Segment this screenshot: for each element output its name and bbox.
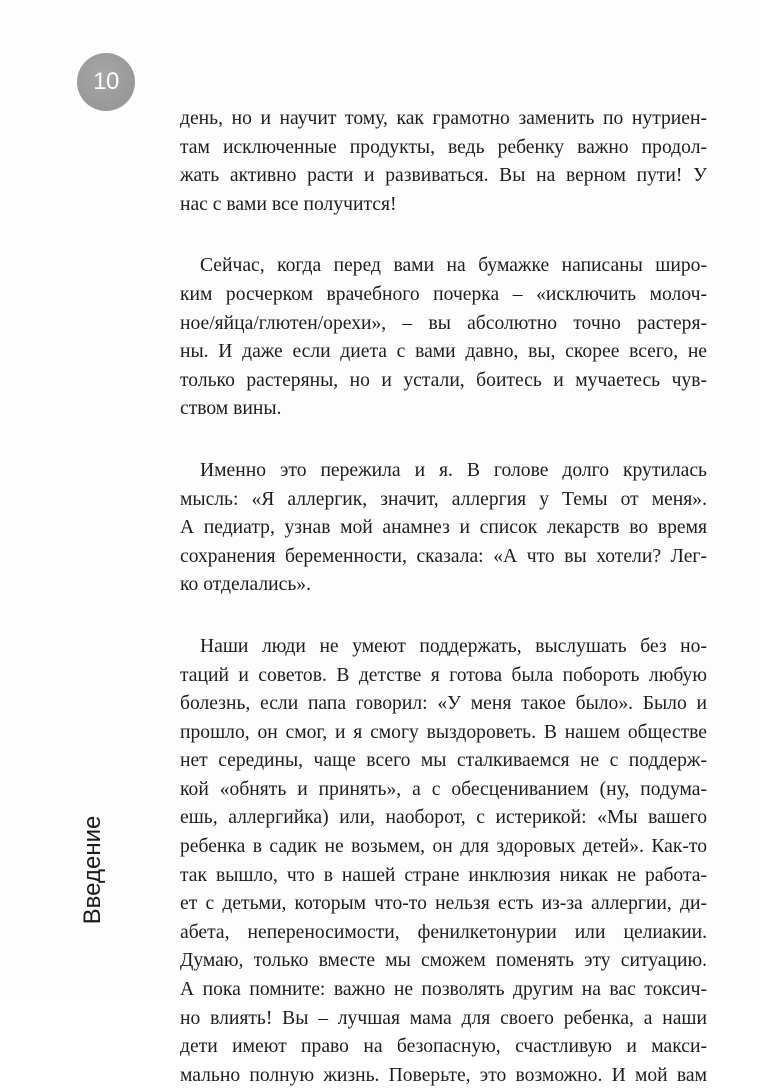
text-line: но влиять! Вы – лучшая мама для своего ребенка, а наши [180,1007,707,1029]
text-line: болезнь, если папа говорил: «У меня такое было». Было и [180,693,707,715]
text-line: А пока помните: важно не позволять другим на вас токсич- [180,979,707,1001]
text-line: ет с детьми, которым что-то нельзя есть из-за аллергии, ди- [180,893,707,915]
text-line: сохранения беременности, сказала: «А что вы хотели? Лег- [180,545,707,567]
text-line: нас с вами все получится! [180,193,397,215]
text-line: кой «обнять и принять», а с обесцениванием (ну, подума- [180,778,707,800]
section-label-text: Введение [79,815,106,925]
paragraph [180,105,707,219]
text-line: мально полную жизнь. Поверьте, это возможно. И мой вам [180,1064,707,1086]
text-line: ким росчерком врачебного почерка – «исключить молоч- [180,283,707,305]
section-label [78,800,108,940]
text-line: там исключенные продукты, ведь ребенку важно продол- [180,136,707,158]
paragraph [180,457,707,600]
text-line: ребенка в садик не возьмем, он для здоровых детей». Как-то [180,836,707,858]
text-line: Именно это пережила и я. В голове долго крутилась [200,459,707,481]
paragraph [180,633,707,1090]
text-line: ством вины. [180,398,282,420]
paragraph [180,252,707,424]
page-number-badge [77,53,135,111]
text-line: ны. И даже если диета с вами давно, вы, скорее всего, не [180,341,707,363]
text-line: ешь, аллергийка) или, наоборот, с истерикой: «Мы вашего [180,807,707,829]
text-line: А педиатр, узнав мой анамнез и список лекарств во время [180,517,707,539]
paragraph-spacing [180,219,707,252]
paragraph-spacing [180,600,707,633]
text-line: так вышло, что в нашей стране инклюзия никак не работа- [180,864,707,886]
text-line: таций и советов. В детстве я готова была побороть любую [180,664,707,686]
text-line: день, но и научит тому, как грамотно заменить по нутриен- [180,108,707,129]
text-line: жать активно расти и развиваться. Вы на верном пути! У [180,165,707,187]
text-line: Сейчас, когда перед вами на бумажке написаны широ- [200,255,707,277]
text-line: Думаю, только вместе мы сможем поменять эту ситуацию. [180,950,707,972]
text-line: нет середины, чаще всего мы сталкиваемся не с поддерж- [180,750,707,772]
body-text [180,105,707,1090]
text-line: мысль: «Я аллергик, значит, аллергия у Темы от меня». [180,488,707,510]
text-line: только растеряны, но и устали, боитесь и мучаетесь чув- [180,369,707,391]
text-line: ко отделались». [180,574,311,596]
text-line: ное/яйца/глютен/орехи», – вы абсолютно точно растеря- [180,312,707,334]
paragraph-spacing [180,424,707,457]
text-line: абета, непереносимости, фенилкетонурии или целиакии. [180,921,707,943]
page-number: 10 [93,68,119,95]
text-line: прошло, он смог, и я смогу выздороветь. В нашем обществе [180,721,707,743]
text-line: Наши люди не умеют поддержать, выслушать без но- [200,635,707,657]
text-line: дети имеют право на безопасную, счастливую и макси- [180,1036,707,1058]
